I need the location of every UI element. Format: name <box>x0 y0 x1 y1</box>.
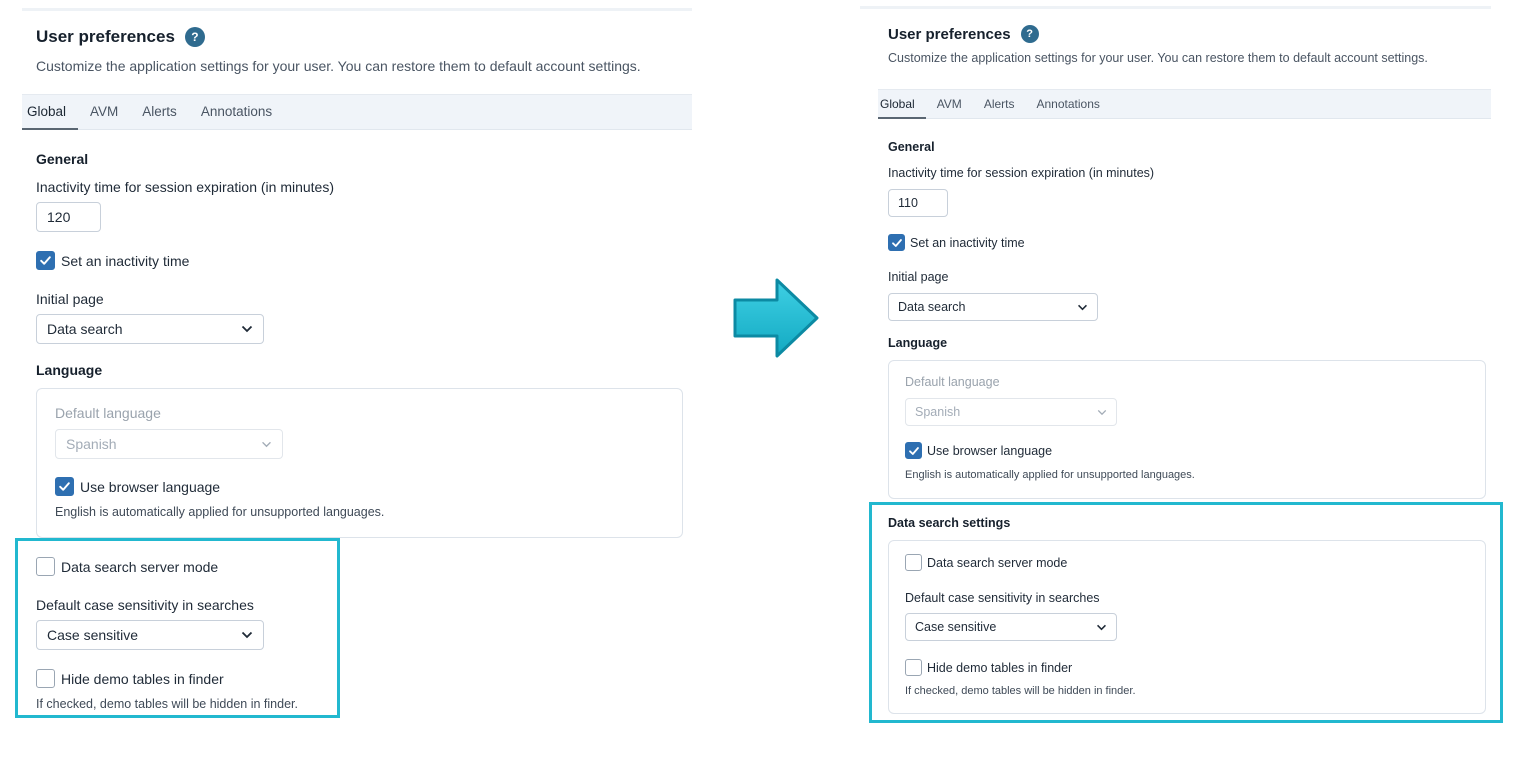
section-general-heading: General <box>888 140 935 154</box>
language-helper-text: English is automatically applied for unsupported languages. <box>55 505 385 519</box>
default-language-label: Default language <box>55 405 161 421</box>
set-inactivity-row[interactable] <box>36 251 189 270</box>
header <box>888 25 1039 43</box>
case-sensitivity-value: Case sensitive <box>47 627 139 643</box>
initial-page-label: Initial page <box>888 270 949 284</box>
set-inactivity-label: Set an inactivity time <box>910 235 1025 250</box>
inactivity-label: Inactivity time for session expiration (in minutes) <box>888 166 1155 180</box>
inactivity-time-input[interactable]: 110 <box>888 189 948 217</box>
arrow-right-icon <box>733 278 819 358</box>
language-box <box>36 388 683 538</box>
checkmark-icon <box>908 445 920 457</box>
use-browser-language-label: Use browser language <box>927 443 1053 458</box>
page-title: User preferences <box>888 25 1011 43</box>
set-inactivity-checkbox[interactable] <box>888 234 905 251</box>
case-sensitivity-label: Default case sensitivity in searches <box>36 597 254 613</box>
page-title: User preferences <box>36 27 175 46</box>
section-language-heading: Language <box>888 336 948 350</box>
tab-alerts[interactable]: Alerts <box>983 97 1015 111</box>
page-subtitle: Customize the application settings for your user. You can restore them to default account settings. <box>36 58 641 74</box>
tab-global[interactable]: Global <box>22 95 78 129</box>
question-mark-icon[interactable]: ? <box>1021 25 1039 43</box>
default-language-label: Default language <box>905 375 1000 389</box>
tab-bar <box>878 89 1491 119</box>
tab-avm[interactable]: AVM <box>936 97 962 111</box>
inactivity-time-input[interactable]: 120 <box>36 202 101 232</box>
initial-page-select[interactable] <box>888 293 1098 321</box>
checkmark-icon <box>39 254 52 267</box>
set-inactivity-label: Set an inactivity time <box>61 252 190 269</box>
default-language-value: Spanish <box>66 436 117 452</box>
set-inactivity-row[interactable] <box>888 234 1025 251</box>
highlight-box-before <box>15 538 340 718</box>
use-browser-language-row[interactable] <box>55 477 220 496</box>
inactivity-label: Inactivity time for session expiration (in minutes) <box>36 179 334 195</box>
use-browser-language-label: Use browser language <box>80 478 221 495</box>
tab-avm[interactable]: AVM <box>90 104 119 119</box>
checkmark-icon <box>891 237 903 249</box>
case-sensitivity-label: Default case sensitivity in searches <box>905 591 1100 605</box>
hide-demo-helper: If checked, demo tables will be hidden in finder. <box>36 697 298 711</box>
header <box>36 27 205 47</box>
tab-alerts[interactable]: Alerts <box>142 104 177 119</box>
set-inactivity-checkbox[interactable] <box>36 251 55 270</box>
initial-page-select[interactable] <box>36 314 264 344</box>
language-helper-text: English is automatically applied for unsupported languages. <box>905 469 1195 481</box>
checkmark-icon <box>58 480 71 493</box>
default-language-value: Spanish <box>915 405 961 419</box>
initial-page-label: Initial page <box>36 291 104 307</box>
chevron-down-icon <box>241 325 253 333</box>
page-subtitle: Customize the application settings for your user. You can restore them to default account settings. <box>888 51 1428 65</box>
server-mode-label: Data search server mode <box>927 555 1068 570</box>
hide-demo-helper: If checked, demo tables will be hidden in finder. <box>905 685 1136 697</box>
highlight-box-after <box>869 502 1503 723</box>
tab-annotations[interactable]: Annotations <box>1036 97 1100 111</box>
tab-global[interactable]: Global <box>878 90 926 118</box>
default-language-select <box>905 398 1117 426</box>
tab-annotations[interactable]: Annotations <box>200 104 273 119</box>
chevron-down-icon <box>1077 304 1088 311</box>
hide-demo-label: Hide demo tables in finder <box>927 660 1073 675</box>
section-language-heading: Language <box>36 362 103 378</box>
hide-demo-label: Hide demo tables in finder <box>61 670 224 687</box>
question-mark-icon[interactable]: ? <box>185 27 205 47</box>
section-data-search-heading: Data search settings <box>888 516 1011 530</box>
use-browser-language-row[interactable] <box>905 442 1052 459</box>
section-general-heading: General <box>36 151 89 167</box>
initial-page-value: Data search <box>47 321 123 337</box>
server-mode-label: Data search server mode <box>61 558 219 575</box>
chevron-down-icon <box>261 441 272 448</box>
initial-page-value: Data search <box>898 300 966 314</box>
tab-bar <box>22 94 692 130</box>
use-browser-language-checkbox[interactable] <box>905 442 922 459</box>
use-browser-language-checkbox[interactable] <box>55 477 74 496</box>
language-box <box>888 360 1486 499</box>
case-sensitivity-value: Case sensitive <box>915 620 997 634</box>
default-language-select <box>55 429 283 459</box>
chevron-down-icon <box>1097 409 1107 416</box>
